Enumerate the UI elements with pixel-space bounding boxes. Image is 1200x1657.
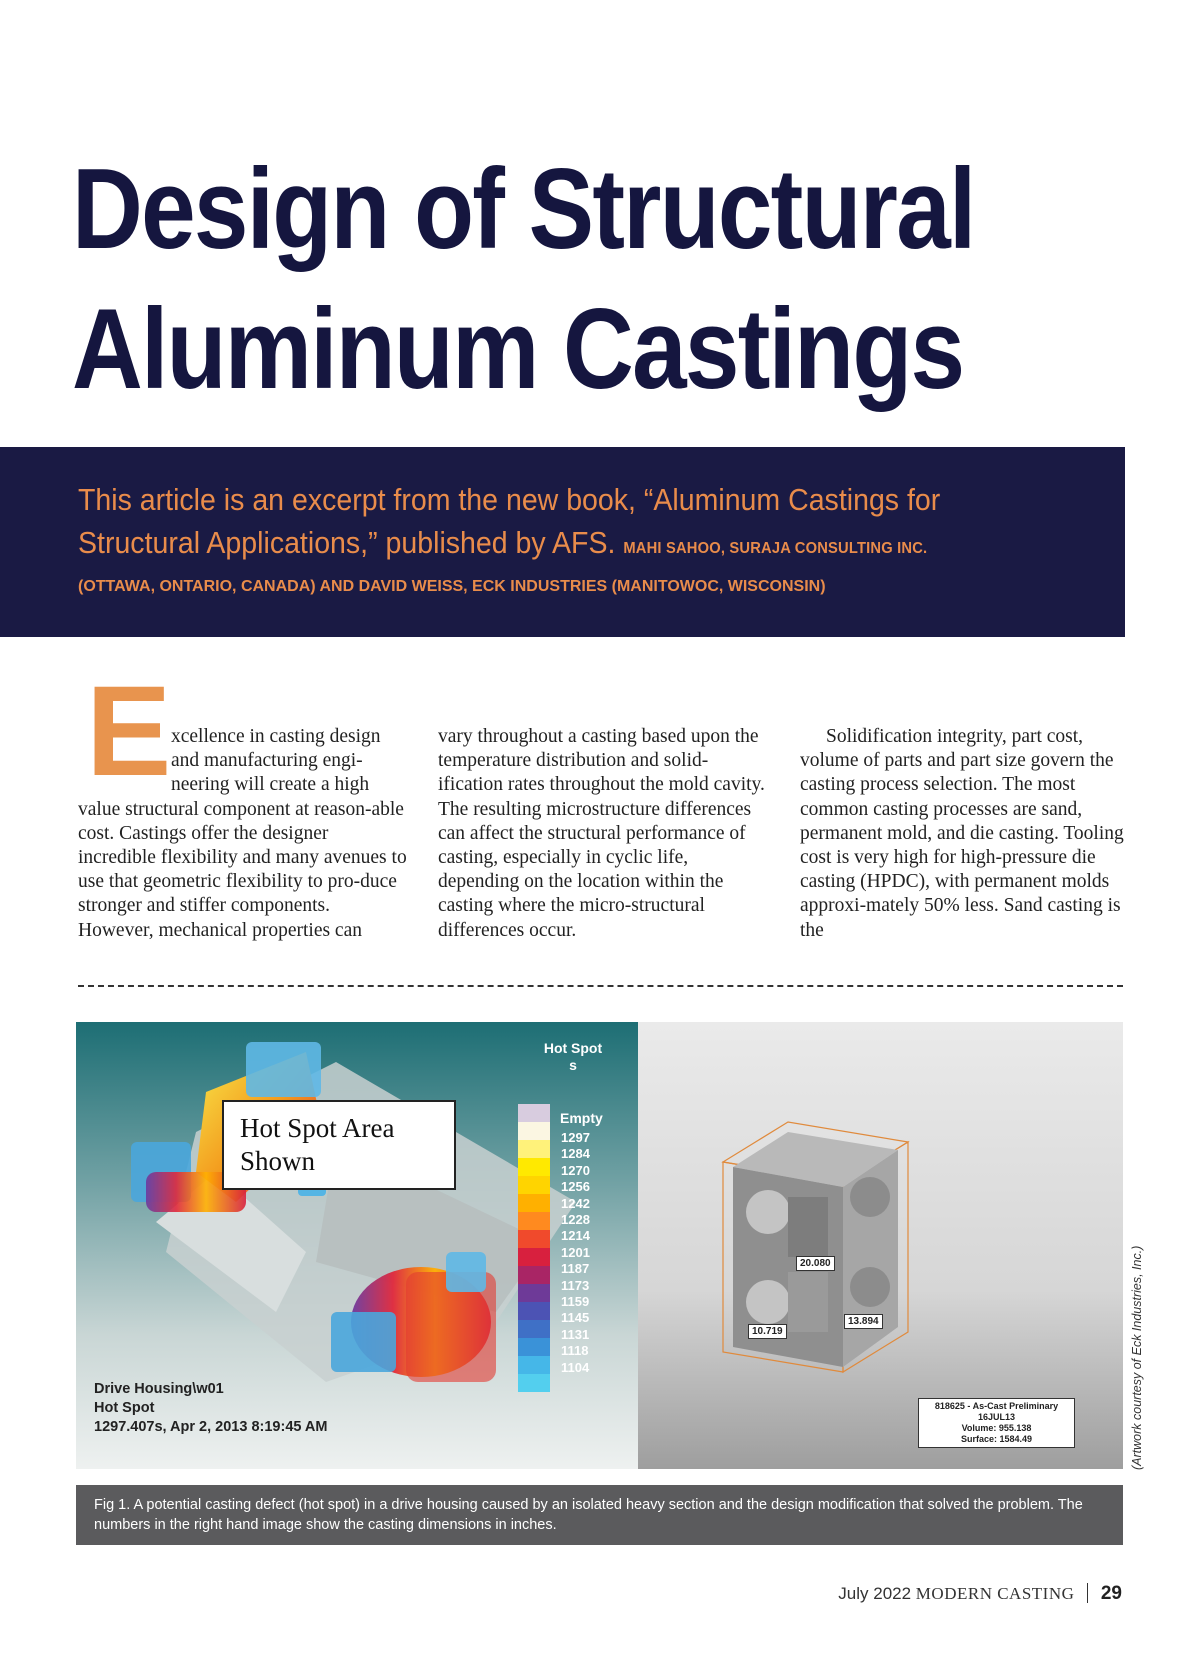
legend-swatch [518, 1104, 550, 1122]
legend-value: 1201 [561, 1244, 590, 1260]
legend-values [561, 1130, 621, 1376]
hot-spot-simulation-image [76, 1022, 638, 1469]
figure-caption: Fig 1. A potential casting defect (hot spot) in a drive housing caused by an isolated heavy section and the design modification that solved the problem. The numbers in the right hand image show the casting dimensions in inches. [76, 1485, 1123, 1545]
callout-line-1: Hot Spot Area [240, 1113, 395, 1143]
legend-value: 1131 [561, 1326, 590, 1342]
callout-line-2: Shown [240, 1146, 316, 1176]
part-info-line-3: Surface: 1584.49 [960, 1434, 1033, 1444]
artwork-credit: (Artwork courtesy of Eck Industries, Inc.) [1130, 1245, 1144, 1470]
hot-spot-callout [222, 1100, 456, 1190]
intro-lead-text: This article is an excerpt from the new book, “Aluminum Castings for Structural Applications,” published by AFS. [78, 482, 941, 560]
legend-swatch [518, 1230, 550, 1248]
title-line-1: Design of Structural [72, 146, 975, 273]
legend-title-line-1: Hot Spot [543, 1040, 603, 1056]
drop-cap: E [86, 660, 172, 803]
footer-divider [1087, 1583, 1088, 1603]
legend-swatch [518, 1248, 550, 1266]
magazine-name: MODERN CASTING [915, 1584, 1075, 1603]
column-1-text: value structural component at reason-able cost. Castings offer the designer incredible flexibility and many avenues to use that geometric flexibility to pro-duce stronger and stiffer components. However, mechanical properties can [78, 798, 407, 941]
legend-value: 1270 [561, 1162, 590, 1178]
legend-title-line-2: s [569, 1057, 577, 1073]
legend-value: 1173 [561, 1277, 590, 1293]
legend-swatch [518, 1140, 550, 1158]
legend-empty-label: Empty [560, 1110, 603, 1126]
legend-value: 1104 [561, 1359, 590, 1375]
legend-value: 1214 [561, 1228, 590, 1244]
legend-swatch [518, 1176, 550, 1194]
legend-value: 1228 [561, 1212, 590, 1228]
legend-swatch [518, 1338, 550, 1356]
legend-swatch [518, 1320, 550, 1338]
legend-swatch [518, 1266, 550, 1284]
legend-value: 1145 [561, 1310, 590, 1326]
legend-value: 1284 [561, 1146, 590, 1162]
legend-swatch [518, 1212, 550, 1230]
legend-value: 1159 [561, 1294, 590, 1310]
legend-swatch [518, 1284, 550, 1302]
legend-value: 1187 [561, 1261, 590, 1277]
section-divider [78, 985, 1123, 987]
body-column-2: vary throughout a casting based upon the temperature distribution and solid-ification rates throughout the mold cavity. The resulting microstructure differences can affect the structural performance of casting, especially in cyclic life, depending on the location within the casting where the micro-structural differences occur. [438, 726, 765, 941]
legend-swatch [518, 1122, 550, 1140]
part-info-line-2: Volume: 955.138 [961, 1423, 1032, 1433]
part-info-line-1: 818625 - As-Cast Preliminary 16JUL13 [934, 1401, 1059, 1422]
article-title [72, 140, 1001, 420]
page-number: 29 [1100, 1583, 1122, 1604]
authors-part-2: (OTTAWA, ONTARIO, CANADA) AND DAVID WEISS, ECK INDUSTRIES (MANITOWOC, WISCONSIN) [78, 578, 826, 595]
legend-value: 1242 [561, 1195, 590, 1211]
title-line-2: Aluminum Castings [72, 286, 964, 413]
simulation-info-line-1: Drive Housing\w01 [94, 1381, 224, 1397]
body-column-3: Solidification integrity, part cost, volume of parts and part size govern the casting process selection. The most common casting processes are sand, permanent mold, and die casting. Tooling cost is very high for high-pressure die casting (HPDC), with permanent molds approxi-mately 50% less. Sand casting is the [800, 726, 1124, 941]
page-footer [838, 1583, 1122, 1605]
intro-lead [78, 478, 1007, 570]
dimension-label-width: 10.719 [748, 1324, 787, 1339]
legend-value: 1118 [561, 1343, 589, 1359]
authors-part-1: MAHI SAHOO, SURAJA CONSULTING INC. [623, 540, 928, 557]
legend-swatch [518, 1158, 550, 1176]
column-1-opening: xcellence in casting design and manufacturing engi-neering will create a high [171, 726, 381, 796]
dimension-label-height: 20.080 [796, 1256, 835, 1271]
figure-1 [76, 1022, 1123, 1469]
legend-swatch [518, 1302, 550, 1320]
part-info-box [918, 1398, 1075, 1448]
legend-title [536, 1040, 610, 1074]
legend-swatch [518, 1194, 550, 1212]
modified-design-image [638, 1022, 1123, 1469]
legend-value: 1256 [561, 1179, 590, 1195]
legend-value: 1297 [561, 1130, 590, 1145]
legend-swatch [518, 1356, 550, 1374]
legend-swatch [518, 1374, 550, 1392]
simulation-info-line-2: Hot Spot [94, 1400, 155, 1416]
legend-color-bar [518, 1104, 550, 1392]
simulation-info [94, 1380, 328, 1437]
body-column-1 [78, 725, 408, 943]
dimension-label-depth: 13.894 [844, 1314, 883, 1329]
simulation-info-line-3: 1297.407s, Apr 2, 2013 8:19:45 AM [94, 1419, 328, 1435]
issue-date: July 2022 [838, 1584, 912, 1603]
